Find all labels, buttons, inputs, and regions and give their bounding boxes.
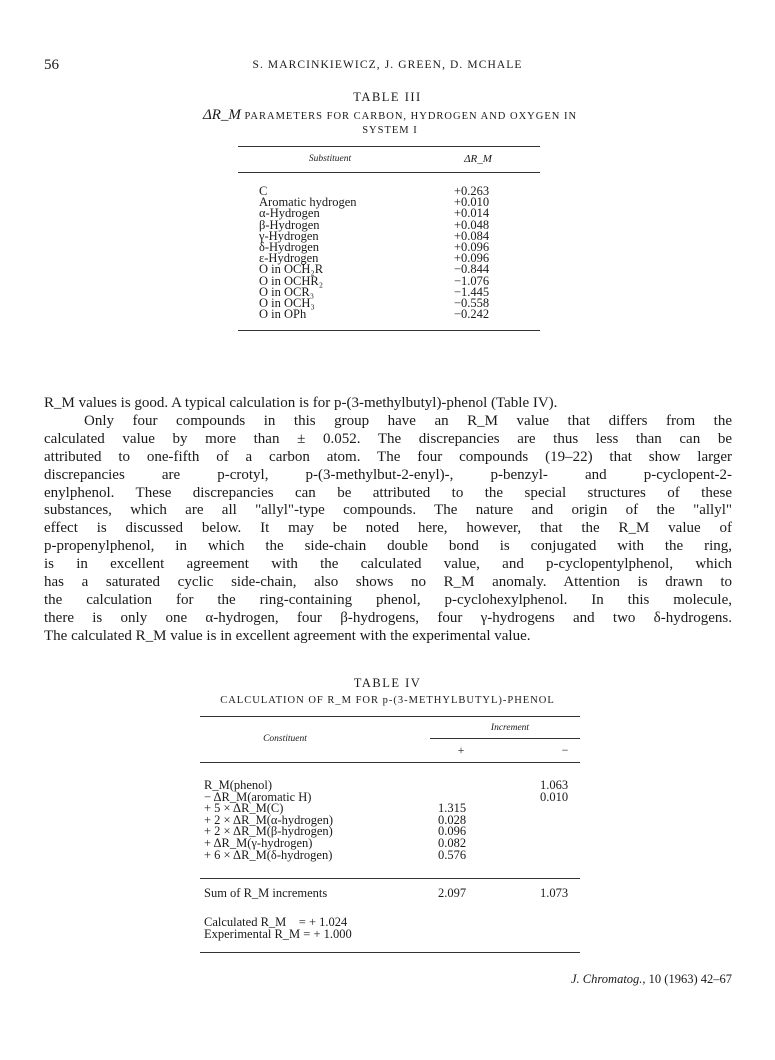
table-4-results <box>204 916 352 940</box>
paragraph-line: discrepancies are p-crotyl, p-(3-methylbut-2-enyl)-, p-benzyl- and p-cyclopent-2- <box>44 466 732 483</box>
table-row: O in OCHR₂ <box>259 273 324 288</box>
table-cell-value: 1.063 <box>540 778 569 792</box>
table-4-sum-label: Sum of R_M increments <box>204 886 328 900</box>
journal-name: J. Chromatog., <box>571 972 646 986</box>
calculated-rm: Calculated R_M = + 1.024 <box>204 915 348 929</box>
table-cell-value: +0.096 <box>454 239 490 254</box>
paragraph-line: the calculation for the ring-containing phenol, p-cyclohexylphenol. In this molecule, <box>44 591 732 608</box>
journal-citation <box>500 972 732 987</box>
table-cell-value: +0.010 <box>454 195 490 210</box>
table-cell-value <box>540 826 568 838</box>
table-cell-value: +0.096 <box>454 251 490 266</box>
table-cell-value: −1.076 <box>454 273 490 288</box>
paragraph-line: R_M values is good. A typical calculation is for p-(3-methylbutyl)-phenol (Table IV). <box>44 395 558 411</box>
table-4-minus-column <box>540 780 568 861</box>
table-row: γ-Hydrogen <box>259 228 319 243</box>
table-row: + 2 × ΔR_M(β-hydrogen) <box>204 824 333 839</box>
table-3-caption-symbol: ΔR_M <box>202 107 241 123</box>
paragraph-line: enylphenol. These discrepancies can be attributed to the special structures of these <box>44 484 732 501</box>
table-3-top-rule <box>238 146 540 147</box>
table-3-caption <box>160 108 620 138</box>
table-3-header-rule <box>238 172 540 173</box>
table-cell-value: −1.445 <box>454 284 490 299</box>
table-cell-value: 0.082 <box>438 835 467 850</box>
paragraph-line: Only four compounds in this group have an R_M value that differs from the <box>84 413 732 429</box>
table-cell-value: −0.558 <box>454 295 490 310</box>
table-cell-value <box>540 815 568 827</box>
table-cell-value <box>438 780 466 792</box>
table-cell-value: +0.014 <box>454 206 490 221</box>
table-cell-value: +0.048 <box>454 217 490 232</box>
table-cell-value: +0.084 <box>454 228 490 243</box>
table-cell-value <box>540 838 568 850</box>
table-4-sum-minus: 1.073 <box>540 886 569 900</box>
table-row: + 2 × ΔR_M(α-hydrogen) <box>204 812 334 827</box>
paragraph-1 <box>44 395 732 413</box>
table-row: ε-Hydrogen <box>259 251 319 266</box>
table-row: O in OCH₃ <box>259 295 315 310</box>
table-4-sum-plus: 2.097 <box>438 886 467 900</box>
table-4-top-rule <box>200 716 580 717</box>
table-row: δ-Hydrogen <box>259 239 320 254</box>
table-cell-value: −0.242 <box>454 307 490 322</box>
table-4-header-rule <box>200 762 580 763</box>
experimental-rm: Experimental R_M = + 1.000 <box>204 927 352 941</box>
running-head-authors: S. MARCINKIEWICZ, J. GREEN, D. MCHALE <box>252 59 523 71</box>
table-row: C <box>259 184 268 198</box>
table-3-caption-line1: PARAMETERS FOR CARBON, HYDROGEN AND OXYGEN IN <box>244 111 578 122</box>
paragraph-2 <box>44 413 732 646</box>
table-cell-value: 0.096 <box>438 824 467 839</box>
table-4-header-constituent: Constituent <box>263 734 307 744</box>
paragraph-line: is in excellent agreement with the calculated value, and p-cyclopentylphenol, which <box>44 556 732 573</box>
table-row: O in OPh <box>259 307 307 322</box>
table-4-label: TABLE IV <box>353 676 422 690</box>
table-4-increment-rule <box>430 738 580 739</box>
table-3-caption-line2: SYSTEM I <box>362 125 418 136</box>
journal-volume-pages: 10 (1963) 42–67 <box>648 972 732 986</box>
paragraph-line: has a saturated cyclic side-chain, also shows no R_M anomaly. Attention is drawn to <box>44 574 732 591</box>
table-row: R_M(phenol) <box>204 778 273 792</box>
table-cell-value: 0.010 <box>540 789 569 804</box>
table-4-header-increment: Increment <box>490 723 530 733</box>
table-row: α-Hydrogen <box>259 206 320 221</box>
paragraph-line: there is only one α-hydrogen, four β-hydrogens, four γ-hydrogens and two δ-hydrogens. <box>44 609 732 626</box>
table-3-label: TABLE III <box>353 90 422 104</box>
paragraph-line: attributed to one-fifth of a carbon atom. The four compounds (19–22) that show larger <box>44 448 732 465</box>
table-4-constituent-column <box>204 780 333 861</box>
table-row: O in OCH₂R <box>259 262 324 277</box>
table-4-sum-rule <box>200 878 580 879</box>
paragraph-line: p-propenylphenol, in which the side-chain double bond is conjugated with the ring, <box>44 538 732 555</box>
paragraph-line: substances, which are all "allyl"-type compounds. The nature and origin of the "allyl" <box>44 502 732 519</box>
paragraph-line: The calculated R_M value is in excellent agreement with the experimental value. <box>44 627 531 644</box>
table-3-value-column <box>454 186 534 320</box>
table-row: + ΔR_M(γ-hydrogen) <box>204 835 313 850</box>
table-cell-value: 0.028 <box>438 812 467 827</box>
table-row: + 6 × ΔR_M(δ-hydrogen) <box>204 847 333 862</box>
table-row: − ΔR_M(aromatic H) <box>204 789 312 804</box>
page-number: 56 <box>44 57 59 73</box>
table-4-header-plus: + <box>457 743 465 757</box>
table-cell-value: 0.576 <box>438 847 467 862</box>
table-3-header-substituent: Substituent <box>308 154 352 164</box>
table-4-bottom-rule <box>200 952 580 953</box>
table-3-substituent-column <box>259 186 439 320</box>
table-row: + 5 × ΔR_M(C) <box>204 801 284 816</box>
paragraph-line: effect is discussed below. It may be noted here, however, that the R_M value of <box>44 520 732 537</box>
table-cell-value: −0.844 <box>454 262 490 277</box>
table-cell-value: 1.315 <box>438 801 467 816</box>
table-cell-value: +0.263 <box>454 184 490 198</box>
paragraph-line: calculated value by more than ± 0.052. The discrepancies are thus less than can be <box>44 430 732 447</box>
table-4-caption: CALCULATION OF R_M FOR p-(3-METHYLBUTYL)-PHENOL <box>220 695 555 706</box>
table-3-bottom-rule <box>238 330 540 331</box>
table-row: β-Hydrogen <box>259 217 320 232</box>
table-3-header-rm: ΔR_M <box>464 153 492 165</box>
table-4-header-minus: − <box>561 743 569 757</box>
table-cell-value <box>540 803 568 815</box>
table-row: O in OCR₃ <box>259 284 315 299</box>
table-4-plus-column <box>438 780 466 861</box>
table-cell-value <box>540 850 568 862</box>
table-row: Aromatic hydrogen <box>259 195 357 210</box>
